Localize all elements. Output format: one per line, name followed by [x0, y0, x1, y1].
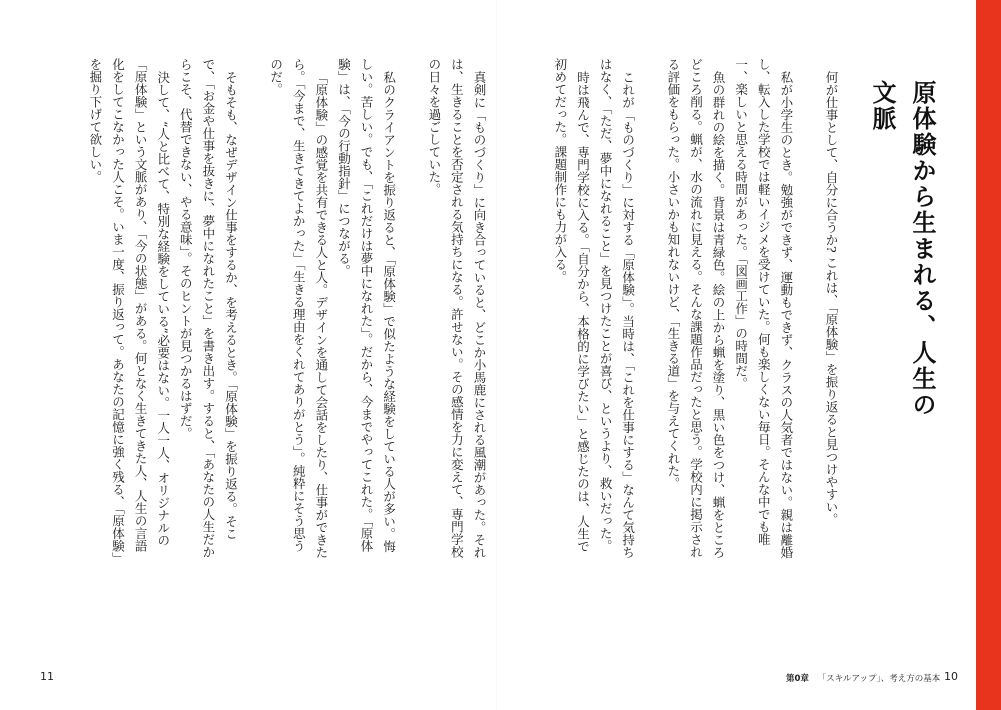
running-head	[786, 672, 940, 684]
right-page-body	[512, 58, 842, 558]
left-page-body	[72, 58, 490, 558]
chapter-title: 原体験から生まれる、人生の文脈	[868, 80, 936, 418]
paragraph: 私が小学生のとき。勉強ができず、運動もできず、クラスの人気者ではない。親は離婚し、転入した学校では軽いイジメを受けていた。何も楽しくない毎日。そんな中でも唯一、楽しいと思える時間があった。「図画工作」の時間だ。	[733, 58, 794, 558]
paragraph: 「原体験」の感覚を共有できる人と人。デザインを通して会話をしたり、仕事ができたら。「今まで、生きてきてよかった」「生きる理由をくれてありがとう」。純粋にそう思うのだ。	[268, 58, 329, 558]
paragraph: 私のクライアントを振り返ると、「原体験」で似たような経験をしている人が多い。悔しい。苦しい。でも、「これだけは夢中になれた」。だから、今までやってこれた。「原体験」は、「今の行動指針」につながる。	[336, 58, 397, 552]
paragraph-spacer	[241, 58, 264, 71]
chapter-label: 第0章	[786, 674, 809, 684]
paragraph: 魚の群れの絵を描く。背景は青緑色。絵の上から蝋を塗り、黒い色をつけ、蝋をところどころ削る。蝋が、水の流れに見える。そんな課題作品だったと思う。学校内に掲示される評価をもらった。小さいかも知れないけど、「生きる道」を与えてくれた。	[665, 58, 727, 558]
paragraph-spacer	[797, 58, 820, 71]
paragraph: これが「ものづくり」に対する「原体験」。当時は、「これを仕事にする」なんて気持ちはなく、「ただ、夢中になれること」を見つけたことが喜び、というより、救いだった。	[598, 58, 636, 558]
paragraph: 真剣に「ものづくり」に向き合っていると、どこか小馬鹿にされる風潮があった。それは、生きることを否定される気持ちになる。許せない。その感情を力に変えて、専門学校の日々を過ごしていた。	[426, 58, 487, 558]
paragraph: 何が仕事として、自分に合うか? これは、「原体験」を振り返ると見つけやすい。	[824, 70, 839, 525]
left-page-number: 11	[40, 670, 54, 683]
paragraph-spacer	[639, 58, 662, 71]
paragraph: そもそも、なぜデザイン仕事をするか、を考えるとき。「原体験」を振り返る。そこで、「お金や仕事を抜きに、夢中になれたこと」を書き出す。すると、「あなたの人生だからこそ、代替できない、やる意味」。そのヒントが見つかるはずだ。	[178, 58, 239, 558]
chapter-accent-bar	[976, 0, 1001, 710]
chapter-running-title: 「スキルアップ」、考え方の基本	[817, 674, 941, 684]
page-gutter	[496, 0, 497, 710]
paragraph: 決して、“人と比べて、特別な経験をしている”必要はない。一人一人、オリジナルの「原体験」という文脈があり、「今の状態」がある。何となく生きてきた人、人生の言語化をしてこなかった人こそ。いま一度、振り返って。あなたの記憶に強く残る、「原体験」を掘り下げて欲しい。	[87, 58, 171, 558]
paragraph: 時は飛んで、専門学校に入る。「自分から、本格的に学びたい」と感じたのは、人生で初めてだった。課題制作にも力が入る。	[552, 58, 591, 552]
paragraph-spacer	[400, 58, 423, 71]
right-page-number: 10	[944, 670, 958, 683]
